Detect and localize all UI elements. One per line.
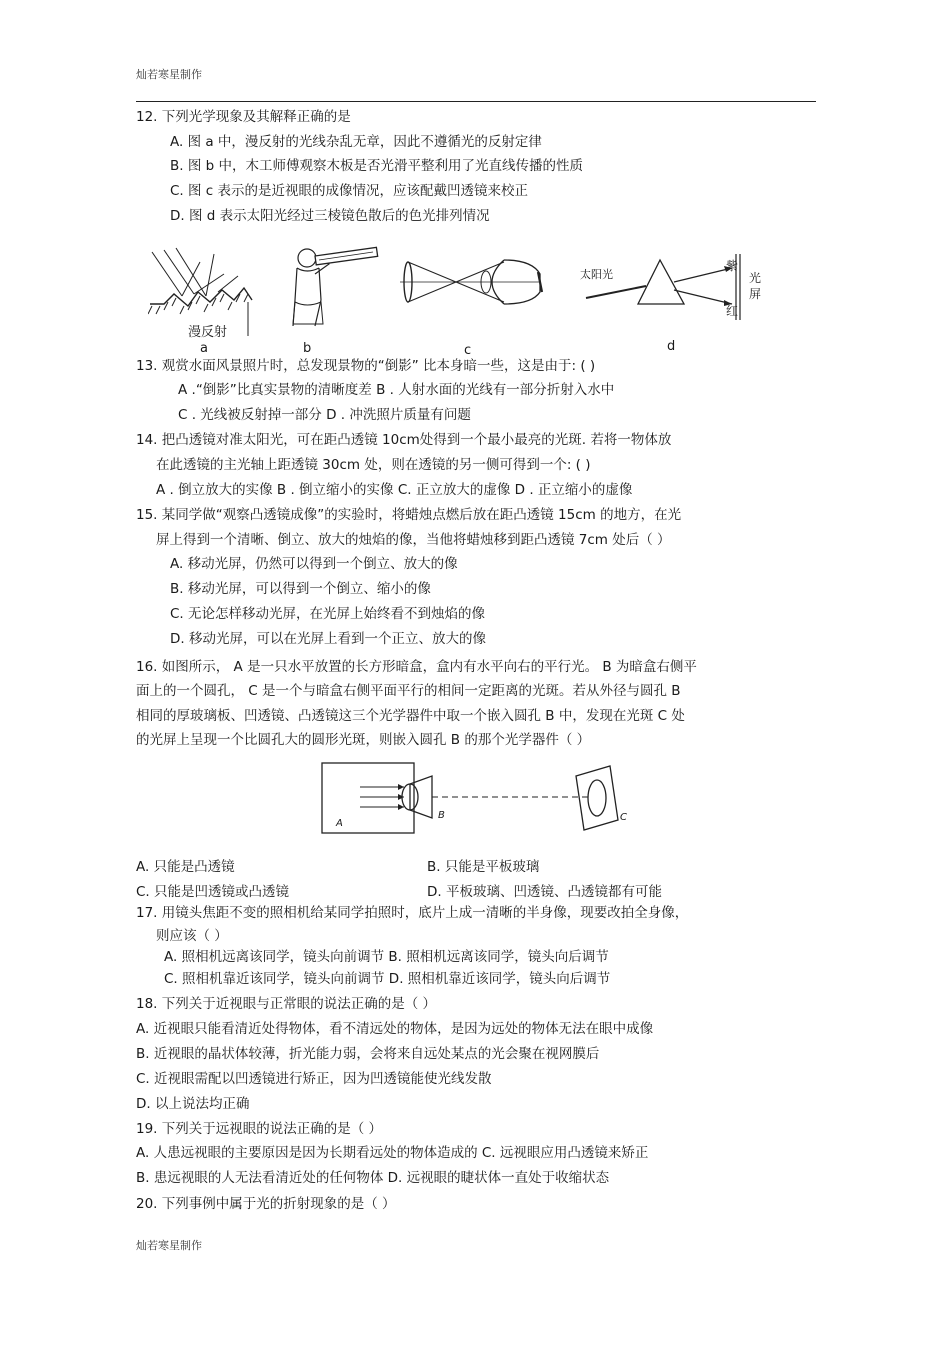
figure-b-label: b [303, 341, 312, 356]
q20-stem: 20. 下列事例中属于光的折射现象的是（ ） [136, 1196, 396, 1212]
q12-option-d: D. 图 d 表示太阳光经过三棱镜色散后的色光排列情况 [170, 208, 490, 224]
figure-d-screen-label: 光屏 [749, 271, 762, 301]
q12-option-b: B. 图 b 中，木工师傅观察木板是否光滑平整利用了光直线传播的性质 [170, 158, 583, 174]
q17-stem-line2: 则应该（ ） [156, 928, 228, 944]
q18-option-a: A. 近视眼只能看清近处得物体，看不清远处的物体，是因为远处的物体无法在眼中成像 [136, 1021, 654, 1037]
page-footer: 灿若寒星制作 [136, 1239, 202, 1252]
q18-option-c: C. 近视眼需配以凹透镜进行矫正，因为凹透镜能使光线发散 [136, 1071, 492, 1087]
q19-stem: 19. 下列关于远视眼的说法正确的是（ ） [136, 1121, 383, 1137]
q18-option-b: B. 近视眼的晶状体较薄，折光能力弱，会将来自远处某点的光会聚在视网膜后 [136, 1046, 600, 1062]
q18-option-d: D. 以上说法均正确 [136, 1096, 250, 1112]
figure-d-red-label: 红 [726, 304, 739, 318]
q13-options-cd: C . 光线被反射掉一部分 D . 冲洗照片质量有问题 [178, 407, 471, 423]
figure-q16-label-c: C [620, 812, 627, 823]
q13-options-ab: A .“倒影”比真实景物的清晰度差 B . 人射水面的光线有一部分折射入水中 [178, 382, 615, 398]
q15-option-c: C. 无论怎样移动光屏，在光屏上始终看不到烛焰的像 [170, 606, 486, 622]
figure-a-caption: 漫反射 [188, 325, 228, 340]
q14-stem-line1: 14. 把凸透镜对准太阳光，可在距凸透镜 10cm处得到一个最小最亮的光斑. 若将一物体放 [136, 432, 672, 448]
q18-stem: 18. 下列关于近视眼与正常眼的说法正确的是（ ） [136, 996, 437, 1012]
q12-option-a: A. 图 a 中，漫反射的光线杂乱无章，因此不遵循光的反射定律 [170, 134, 542, 150]
figure-a-label: a [200, 341, 208, 356]
q14-stem-line2: 在此透镜的主光轴上距透镜 30cm 处，则在透镜的另一侧可得到一个: ( ) [156, 457, 591, 473]
q17-stem-line1: 17. 用镜头焦距不变的照相机给某同学拍照时，底片上成一清晰的半身像，现要改拍全身像， [136, 905, 689, 921]
q13-stem: 13. 观赏水面风景照片时，总发现景物的“倒影” 比本身暗一些，这是由于: ( ) [136, 358, 596, 374]
q15-stem-line2: 屏上得到一个清晰、倒立、放大的烛焰的像，当他将蜡烛移到距凸透镜 7cm 处后（ ） [156, 532, 671, 548]
q16-option-a: A. 只能是凸透镜 [136, 859, 235, 875]
q12-option-c: C. 图 c 表示的是近视眼的成像情况，应该配戴凹透镜来校正 [170, 183, 529, 199]
q16-stem-line4: 的光屏上呈现一个比圆孔大的圆形光斑，则嵌入圆孔 B 的那个光学器件（ ） [136, 732, 591, 748]
figure-q16-label-b: B [438, 810, 445, 821]
figure-q16-label-a: A [336, 818, 343, 829]
q19-options-ac: A. 人患远视眼的主要原因是因为长期看远处的物体造成的 C. 远视眼应用凸透镜来矫正 [136, 1145, 649, 1161]
q14-options: A . 倒立放大的实像 B . 倒立缩小的实像 C. 正立放大的虚像 D . 正立缩小的虚像 [156, 482, 633, 498]
figure-d-violet-label: 紫 [726, 259, 739, 273]
header-rule [136, 101, 816, 102]
q15-option-d: D. 移动光屏，可以在光屏上看到一个正立、放大的像 [170, 631, 486, 647]
figure-q16-dark-box [320, 760, 630, 838]
q16-option-c: C. 只能是凹透镜或凸透镜 [136, 884, 290, 900]
q16-stem-line3: 相同的厚玻璃板、凹透镜、凸透镜这三个光学器件中取一个嵌入圆孔 B 中，发现在光斑 C 处 [136, 708, 685, 724]
q15-option-a: A. 移动光屏，仍然可以得到一个倒立、放大的像 [170, 556, 458, 572]
q12-stem: 12. 下列光学现象及其解释正确的是 [136, 109, 351, 125]
figure-d-label: d [667, 339, 676, 354]
q16-option-d: D. 平板玻璃、凹透镜、凸透镜都有可能 [427, 884, 662, 900]
figure-b-carpenter [285, 244, 380, 332]
q15-option-b: B. 移动光屏，可以得到一个倒立、缩小的像 [170, 581, 431, 597]
q17-options-cd: C. 照相机靠近该同学，镜头向前调节 D. 照相机靠近该同学，镜头向后调节 [164, 971, 611, 987]
q16-option-b: B. 只能是平板玻璃 [427, 859, 540, 875]
page-header: 灿若寒星制作 [136, 68, 202, 81]
q15-stem-line1: 15. 某同学做“观察凸透镜成像”的实验时，将蜡烛点燃后放在距凸透镜 15cm 的地方，在光 [136, 507, 682, 523]
figure-d-sunlight-label: 太阳光 [580, 268, 613, 281]
q16-stem-line1: 16. 如图所示， A 是一只水平放置的长方形暗盒，盒内有水平向右的平行光。 B 为暗盒右侧平 [136, 659, 697, 675]
q19-options-bd: B. 患远视眼的人无法看清近处的任何物体 D. 远视眼的睫状体一直处于收缩状态 [136, 1170, 610, 1186]
q16-stem-line2: 面上的一个圆孔， C 是一个与暗盒右侧平面平行的相间一定距离的光斑。若从外径与圆孔 B [136, 683, 681, 699]
q17-options-ab: A. 照相机远离该同学，镜头向前调节 B. 照相机远离该同学，镜头向后调节 [164, 949, 609, 965]
figure-c-label: c [464, 343, 472, 358]
figure-c-eye [400, 256, 545, 308]
